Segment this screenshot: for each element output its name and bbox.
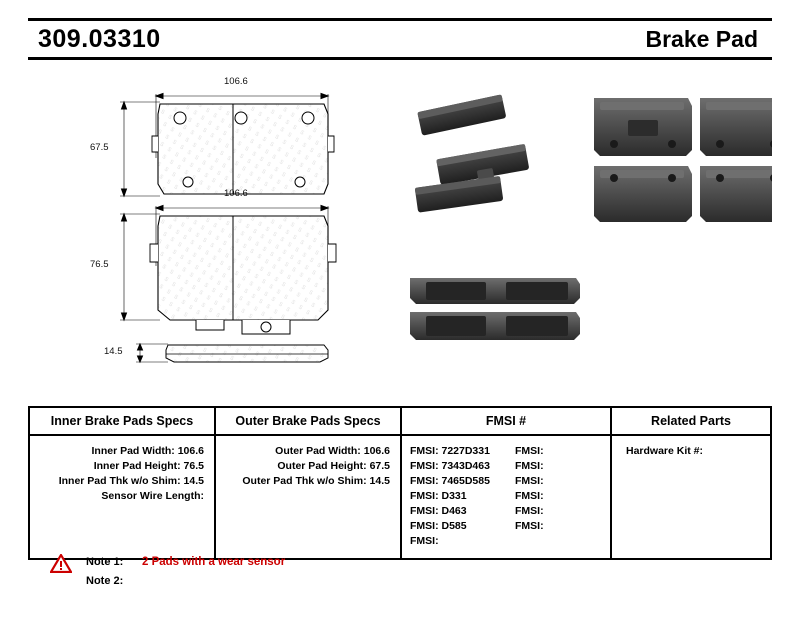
warning-icon (50, 554, 72, 573)
fmsi-entry (507, 533, 612, 548)
note-1-value: 2 Pads with a wear sensor (142, 555, 286, 568)
inner-specs-header: Inner Brake Pads Specs (30, 408, 214, 436)
fmsi-entry: FMSI: (515, 489, 544, 502)
spec-line: Outer Pad Thk w/o Shim: 14.5 (242, 474, 390, 487)
brake-pad-photo-group-left (415, 94, 530, 212)
related-parts-body (612, 436, 770, 546)
brake-pad-photo-group-right (594, 98, 772, 222)
related-parts-column (612, 408, 770, 558)
pad-thickness-view (136, 344, 328, 362)
page-title: Brake Pad (645, 25, 758, 52)
document-header (28, 18, 772, 60)
fmsi-header: FMSI # (402, 408, 610, 436)
note-2-row (86, 571, 550, 590)
spec-line: Inner Pad Thk w/o Shim: 14.5 (58, 474, 204, 487)
spec-line: Inner Pad Height: 76.5 (93, 459, 204, 472)
brake-pad-photo-side-view (410, 278, 580, 340)
spec-line: Inner Pad Width: 106.6 (91, 444, 204, 457)
fmsi-entry: FMSI: 7227D331 (410, 444, 490, 457)
notes-section (50, 552, 550, 590)
fmsi-entry: FMSI: 7465D585 (410, 474, 490, 487)
related-part-line: Hardware Kit #: (626, 444, 704, 457)
fmsi-body (402, 436, 610, 558)
technical-drawing-area (28, 66, 772, 396)
specifications-table (28, 406, 772, 560)
outer-specs-body (216, 436, 400, 546)
inner-pad-outline-view (120, 94, 334, 197)
fmsi-entry: FMSI: (515, 459, 544, 472)
thickness-dimension: 14.5 (104, 346, 123, 357)
outer-specs-header: Outer Brake Pads Specs (216, 408, 400, 436)
spec-line: Outer Pad Height: 67.5 (277, 459, 390, 472)
note-1-label: Note 1: (86, 555, 124, 568)
fmsi-entry: FMSI: (515, 504, 544, 517)
outer-width-dimension: 106.6 (224, 188, 248, 199)
part-number: 309.03310 (38, 24, 161, 53)
brake-pad-diagram (28, 66, 772, 396)
note-1-row (86, 552, 550, 571)
fmsi-column (402, 408, 612, 558)
fmsi-entry: FMSI: (410, 534, 439, 547)
fmsi-entry: FMSI: D331 (410, 489, 467, 502)
inner-specs-column (30, 408, 216, 558)
fmsi-entry: FMSI: D463 (410, 504, 467, 517)
spec-line: Outer Pad Width: 106.6 (275, 444, 390, 457)
inner-specs-body (30, 436, 214, 546)
fmsi-entry: FMSI: D585 (410, 519, 467, 532)
fmsi-entry: FMSI: 7343D463 (410, 459, 490, 472)
inner-width-dimension: 106.6 (224, 76, 248, 87)
note-2-label: Note 2: (86, 574, 124, 587)
related-parts-header: Related Parts (612, 408, 770, 436)
fmsi-entry: FMSI: (515, 474, 544, 487)
inner-height-dimension: 67.5 (90, 142, 109, 153)
outer-height-dimension: 76.5 (90, 259, 109, 270)
fmsi-entry: FMSI: (515, 519, 544, 532)
fmsi-entry: FMSI: (515, 444, 544, 457)
spec-line: Sensor Wire Length: (101, 489, 204, 502)
outer-specs-column (216, 408, 402, 558)
outer-pad-outline-view (120, 206, 336, 335)
